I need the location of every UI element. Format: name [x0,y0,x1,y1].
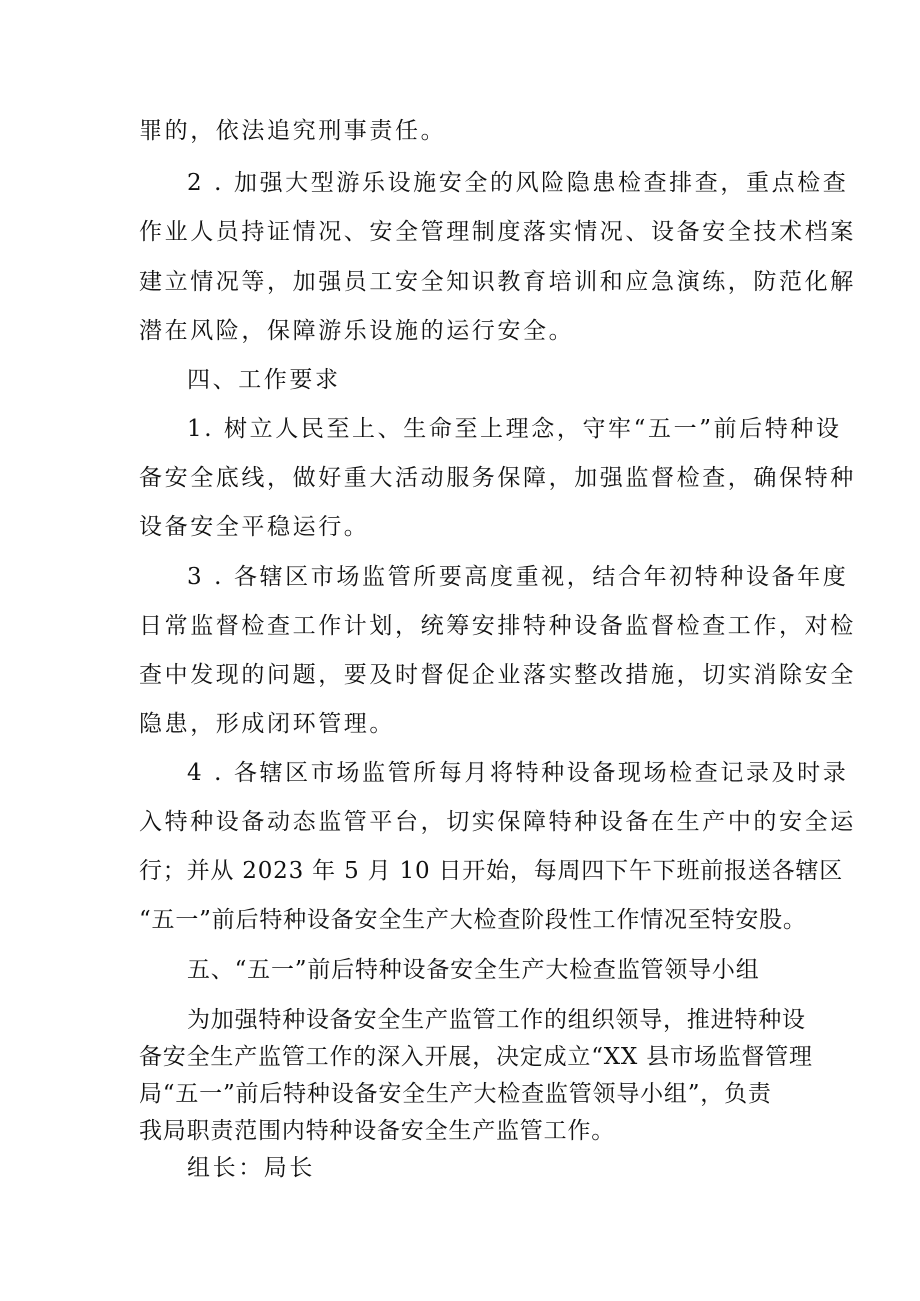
group-leader-line: 组长：局长 [187,1155,315,1181]
paragraph-line-18: 备安全生产监管工作的深入开展，决定成立“XX 县市场监督管理 [139,1044,813,1070]
paragraph-line-10: 日常监督检查工作计划，统筹安排特种设备监督检查工作，对检 [139,613,856,639]
paragraph-line-17: 为加强特种设备安全生产监管工作的组织领导，推进特种设 [187,1007,806,1033]
paragraph-line-19: 局“五一”前后特种设备安全生产大检查监管领导小组”，负责 [139,1081,772,1107]
paragraph-line-11: 查中发现的问题，要及时督促企业落实整改措施，切实消除安全 [139,662,856,688]
paragraph-line-16: “五一”前后特种设备安全生产大检查阶段性工作情况至特安股。 [139,907,807,933]
paragraph-line-15: 行；并从 2023 年 5 月 10 日开始，每周四下午下班前报送各辖区 [139,858,844,884]
paragraph-line-6: 1. 树立人民至上、生命至上理念，守牢“五一”前后特种设 [187,416,842,442]
section-heading-5: 五、“五一”前后特种设备安全生产大检查监管领导小组 [187,957,760,983]
paragraph-line-20: 我局职责范围内特种设备安全生产监管工作。 [139,1118,615,1144]
paragraph-line-9: 3 . 各辖区市场监管所要高度重视，结合年初特种设备年度 [187,564,849,590]
paragraph-line-5: 潜在风险，保障游乐设施的运行安全。 [139,318,575,344]
paragraph-line-13: 4 . 各辖区市场监管所每月将特种设备现场检查记录及时录 [187,760,849,786]
paragraph-line-12: 隐患，形成闭环管理。 [139,711,395,737]
paragraph-line-1: 罪的，依法追究刑事责任。 [139,118,447,144]
section-heading-4: 四、工作要求 [187,367,341,393]
paragraph-line-3: 作业人员持证情况、安全管理制度落实情况、设备安全技术档案 [139,219,856,245]
paragraph-line-8: 设备安全平稳运行。 [139,514,370,540]
paragraph-line-2: 2 . 加强大型游乐设施安全的风险隐患检查排查，重点检查 [187,170,849,196]
paragraph-line-14: 入特种设备动态监管平台，切实保障特种设备在生产中的安全运 [139,809,856,835]
paragraph-line-4: 建立情况等，加强员工安全知识教育培训和应急演练，防范化解 [139,269,856,295]
paragraph-line-7: 备安全底线，做好重大活动服务保障，加强监督检查，确保特种 [139,465,856,491]
